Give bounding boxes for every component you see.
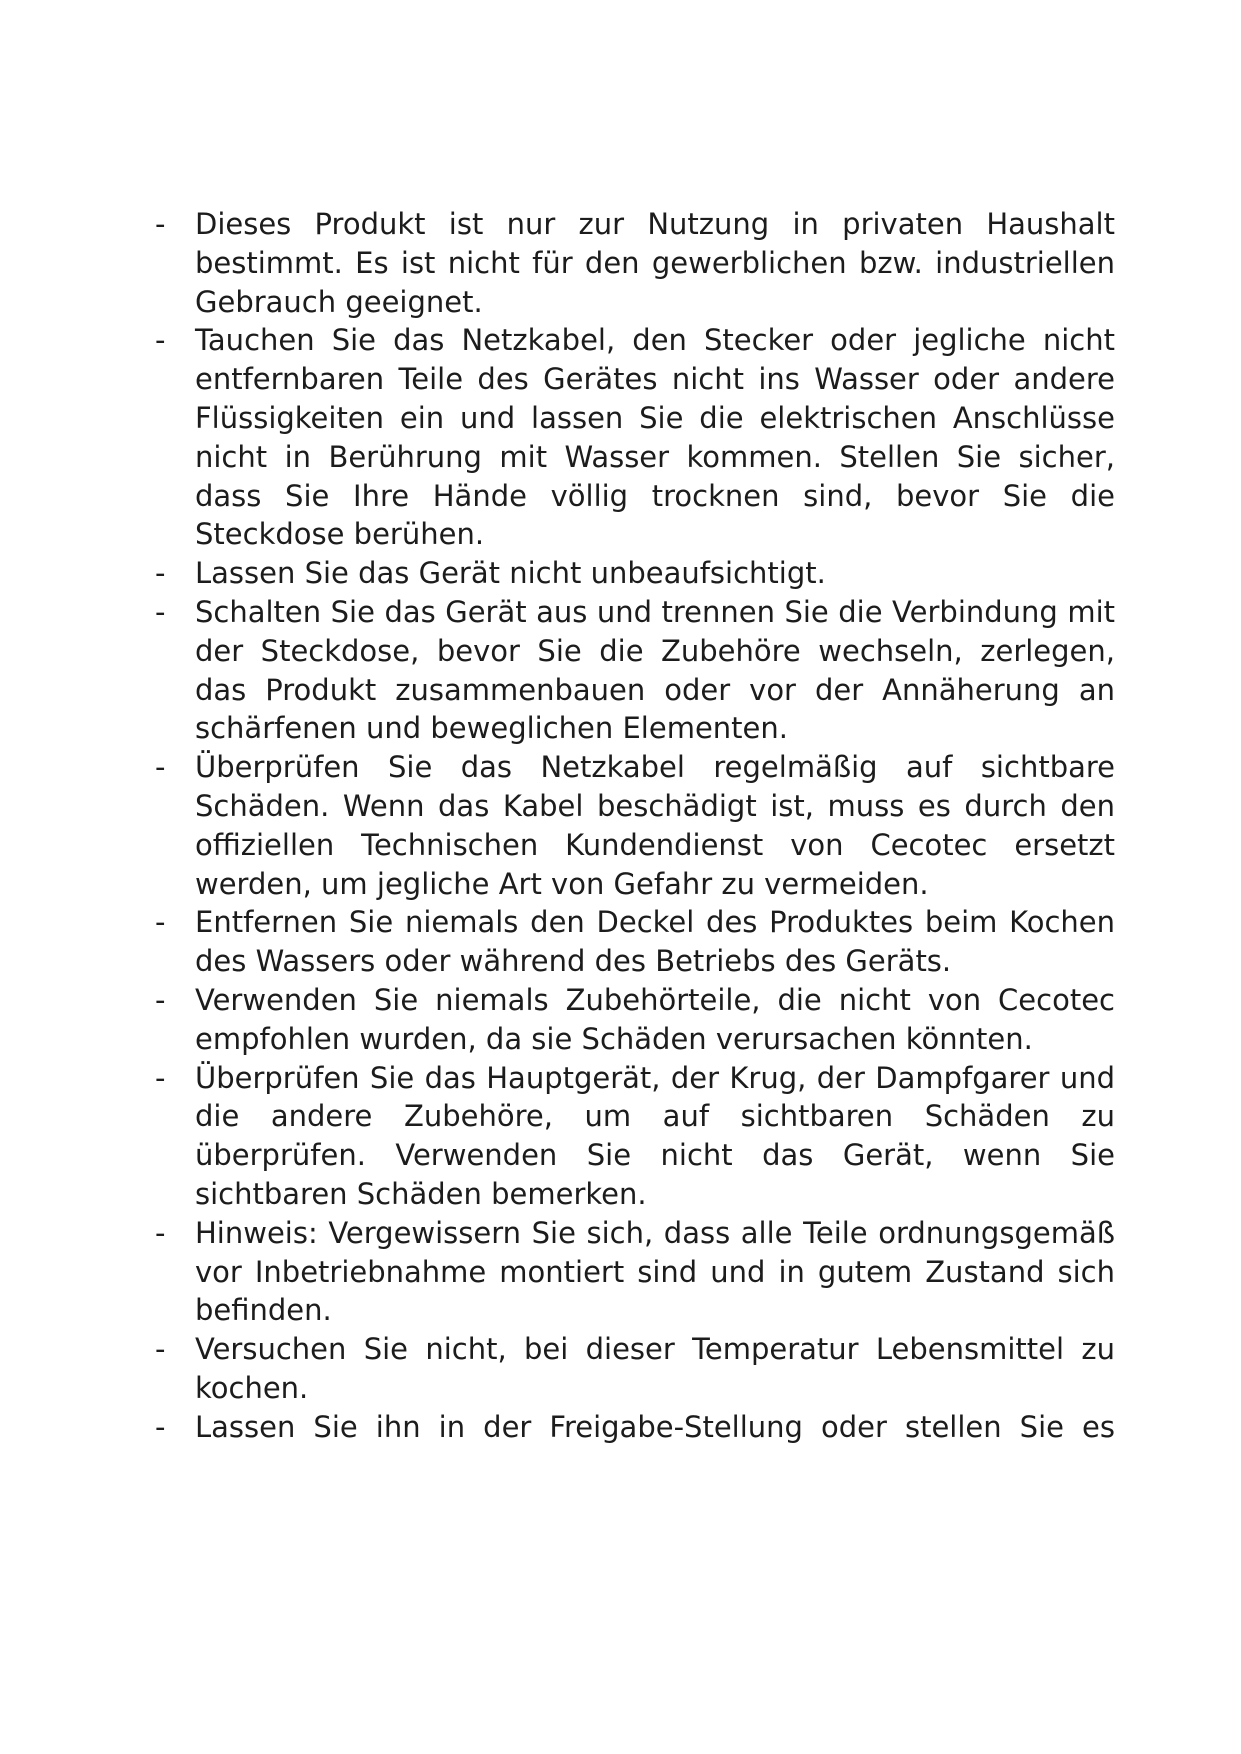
list-item <box>155 903 1115 981</box>
list-item-text: Verwenden Sie niemals Zubehörteile, die nicht von Cecotec empfohlen wurden, da sie Schäden verursachen könnten. <box>195 982 1115 1056</box>
list-item-text: Tauchen Sie das Netzkabel, den Stecker oder jegliche nicht entfernbaren Teile des Gerätes nicht ins Wasser oder andere Flüssigkeiten ein und lassen Sie die elektrischen Anschlüsse nicht in Berührung mit Wasser kommen. Stellen Sie sicher, dass Sie Ihre Hände völlig trocknen sind, bevor Sie die Steckdose berühen. <box>195 323 1115 552</box>
list-item <box>155 1330 1115 1408</box>
list-bullet: - <box>155 1409 166 1444</box>
list-item <box>155 981 1115 1059</box>
list-item-text: Hinweis: Vergewissern Sie sich, dass alle Teile ordnungsgemäß vor Inbetriebnahme montiert sind und in gutem Zustand sich befinden. <box>195 1215 1115 1328</box>
list-item-text: Dieses Produkt ist nur zur Nutzung in privaten Haushalt bestimmt. Es ist nicht für den gewerblichen bzw. industriellen Gebrauch geeignet. <box>195 207 1115 319</box>
list-item-text: Schalten Sie das Gerät aus und trennen Sie die Verbindung mit der Steckdose, bevor Sie die Zubehöre wechseln, zerlegen, das Produkt zusammenbauen oder vor der Annäherung an schärfenen und beweglichen Elementen. <box>195 594 1115 746</box>
list-bullet: - <box>155 982 166 1017</box>
list-item <box>155 321 1115 554</box>
list-item-text: Lassen Sie ihn in der Freigabe-Stellung oder stellen Sie es <box>195 1409 1115 1444</box>
list-item <box>155 748 1115 903</box>
list-bullet: - <box>155 1060 166 1095</box>
list-item <box>155 1214 1115 1330</box>
list-bullet: - <box>155 750 166 785</box>
list-bullet: - <box>155 323 166 358</box>
list-item <box>155 593 1115 748</box>
list-bullet: - <box>155 1215 166 1250</box>
list-item <box>155 1408 1115 1447</box>
list-bullet: - <box>155 905 166 940</box>
list-bullet: - <box>155 594 166 629</box>
list-item <box>155 1059 1115 1214</box>
list-item-text: Versuchen Sie nicht, bei dieser Temperatur Lebensmittel zu kochen. <box>195 1332 1115 1405</box>
list-item-text: Lassen Sie das Gerät nicht unbeaufsichtigt. <box>195 556 826 591</box>
list-bullet: - <box>155 1332 166 1367</box>
list-bullet: - <box>155 207 166 241</box>
list-item-text: Entfernen Sie niemals den Deckel des Produktes beim Kochen des Wassers oder während des Betriebs des Geräts. <box>195 905 1115 979</box>
list-item <box>155 554 1115 593</box>
list-bullet: - <box>155 556 166 591</box>
safety-instructions-list <box>155 205 1115 1447</box>
list-item-text: Überprüfen Sie das Netzkabel regelmäßig auf sichtbare Schäden. Wenn das Kabel beschädigt ist, muss es durch den offiziellen Technischen Kundendienst von Cecotec ersetzt werden, um jegliche Art von Gefahr zu vermeiden. <box>195 750 1115 901</box>
list-item-text: Überprüfen Sie das Hauptgerät, der Krug, der Dampfgarer und die andere Zubehöre, um auf sichtbaren Schäden zu überprüfen. Verwenden Sie nicht das Gerät, wenn Sie sichtbaren Schäden bemerken. <box>195 1060 1115 1211</box>
list-item <box>155 205 1115 321</box>
